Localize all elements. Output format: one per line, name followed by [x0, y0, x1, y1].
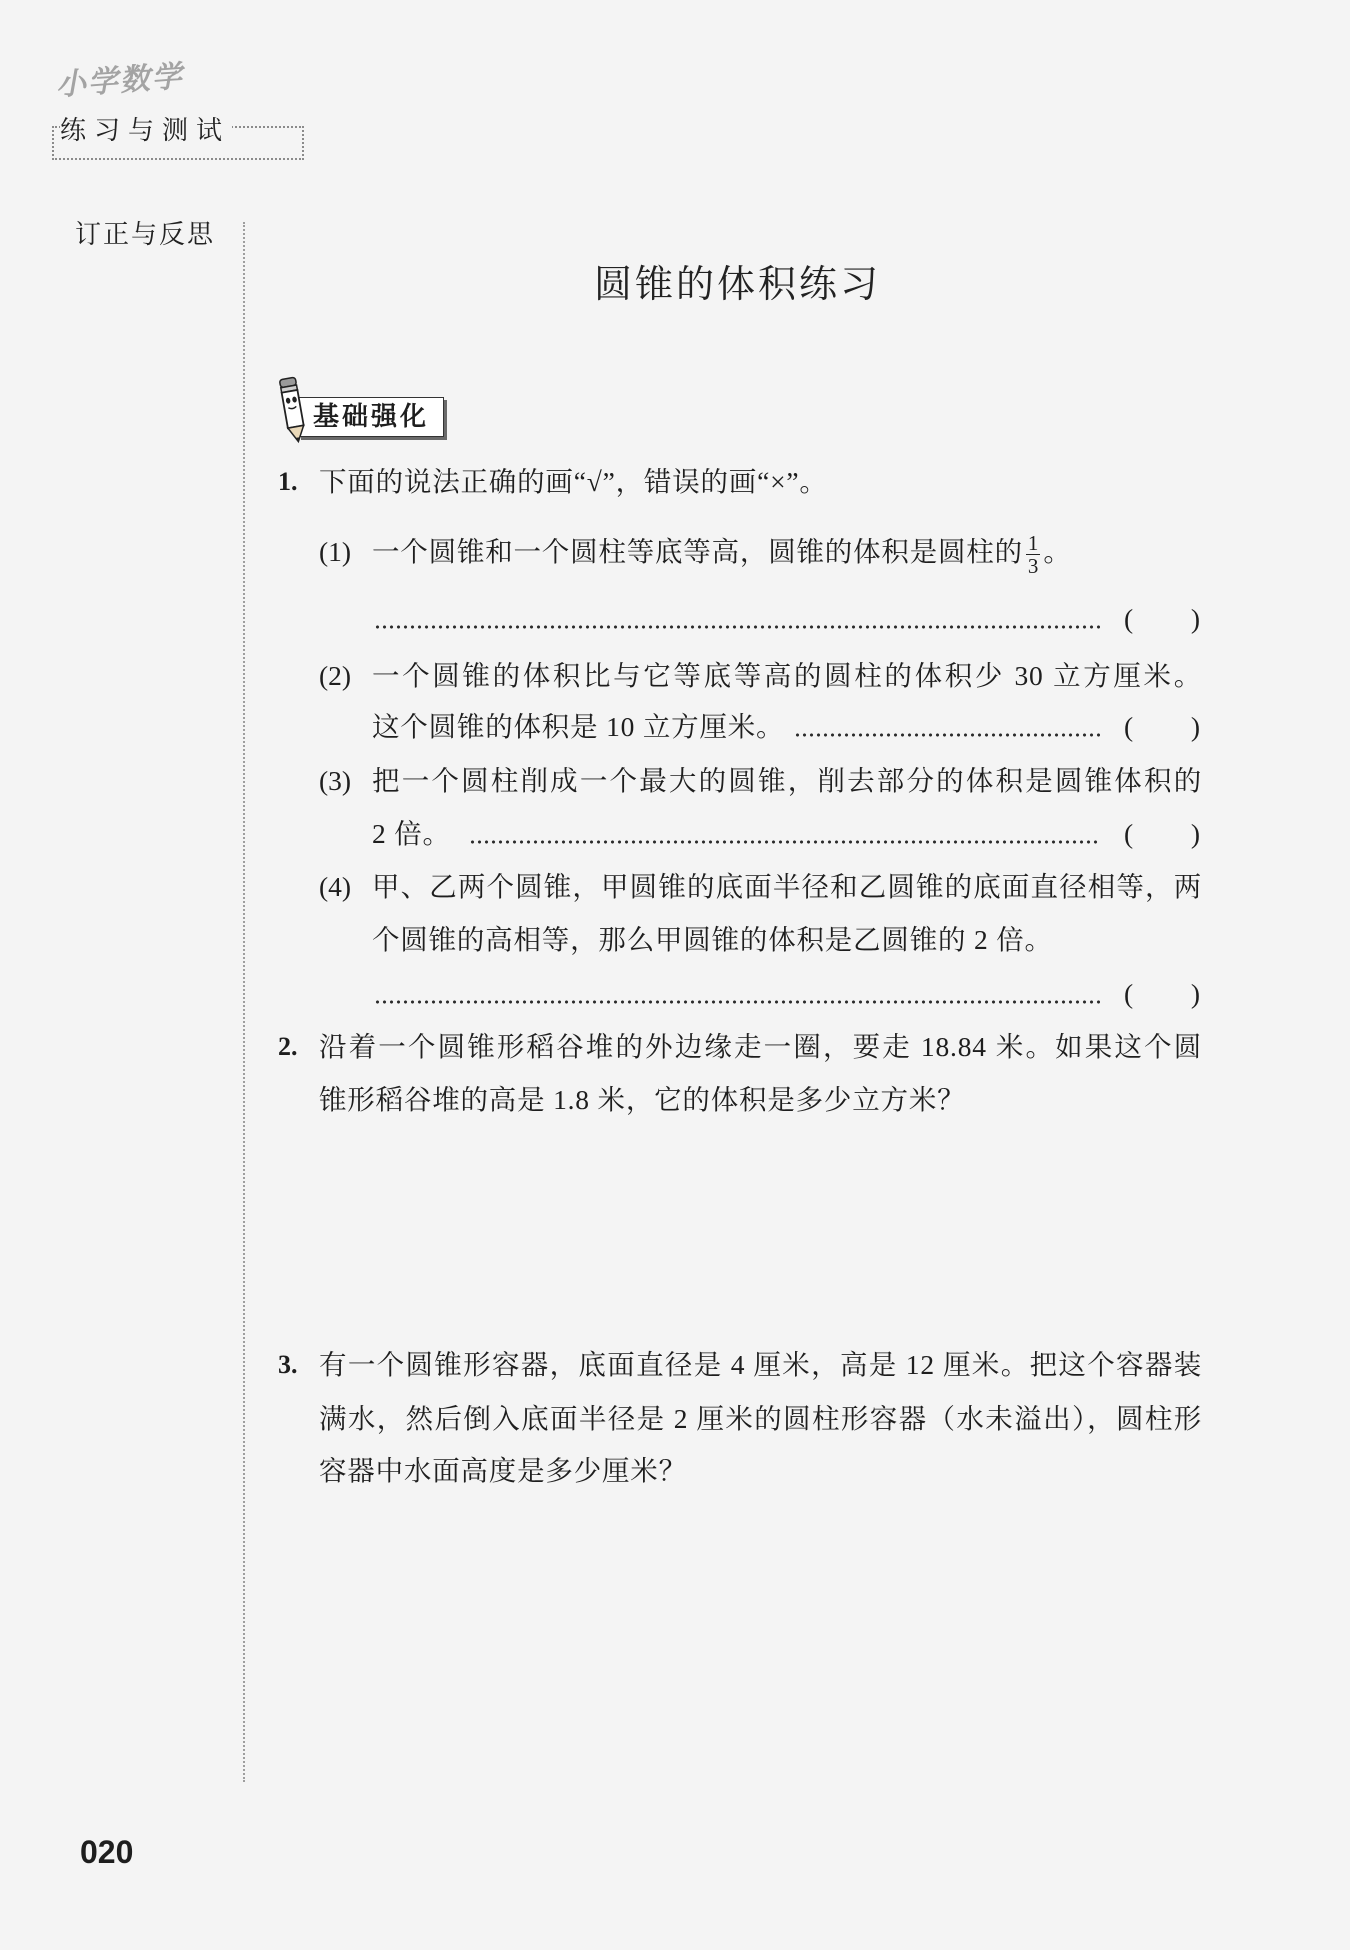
dot-leader	[469, 808, 1100, 860]
item-4-answer-row	[372, 968, 1202, 1020]
item-1-line-1	[372, 526, 1202, 578]
question-3-number: 3.	[278, 1350, 298, 1379]
item-2-text-2: 这个圆锥的体积是 10 立方厘米。	[372, 711, 785, 742]
item-3-label: (3)	[319, 765, 352, 796]
series-title: 小学数学	[54, 60, 185, 102]
blank-open-paren: (	[1124, 603, 1134, 634]
dot-leader	[374, 968, 1100, 1020]
fraction-one-third	[1026, 532, 1041, 577]
blank-close-paren: )	[1190, 978, 1200, 1009]
question-2-number: 2.	[278, 1032, 298, 1061]
section-badge: 基础强化	[298, 397, 444, 437]
dot-leader	[794, 701, 1100, 753]
page-number: 020	[80, 1834, 134, 1870]
item-1-text: 一个圆锥和一个圆柱等底等高，圆锥的体积是圆柱的	[372, 536, 1023, 567]
question-3-line-3: 容器中水面高度是多少厘米？	[319, 1455, 687, 1486]
page-title: 圆锥的体积练习	[594, 264, 882, 306]
fraction-denominator: 3	[1027, 554, 1039, 579]
blank-open-paren: (	[1124, 711, 1134, 742]
item-3-line-2	[372, 808, 1202, 860]
item-3-line-1: 把一个圆柱削成一个最大的圆锥，削去部分的体积是圆锥体积的	[372, 765, 1202, 796]
item-3-text-2: 2 倍。	[372, 818, 451, 849]
item-1-label: (1)	[319, 536, 352, 567]
blank-open-paren: (	[1124, 818, 1134, 849]
pencil-icon	[272, 374, 314, 448]
item-4-line-2: 个圆锥的高相等，那么甲圆锥的体积是乙圆锥的 2 倍。	[372, 924, 1053, 955]
blank-close-paren: )	[1190, 603, 1200, 634]
answer-blank	[1108, 808, 1202, 860]
item-1-period: 。	[1043, 536, 1072, 567]
blank-open-paren: (	[1124, 978, 1134, 1009]
book-title: 练习与测试	[60, 112, 232, 148]
blank-close-paren: )	[1190, 711, 1200, 742]
item-2-line-2	[372, 701, 1202, 753]
question-1-number: 1.	[278, 467, 298, 496]
item-1-answer-row	[372, 593, 1202, 645]
dot-leader	[374, 593, 1100, 645]
question-2-line-2: 锥形稻谷堆的高是 1.8 米，它的体积是多少立方米？	[319, 1084, 966, 1115]
fraction-numerator: 1	[1027, 531, 1039, 556]
item-2-label: (2)	[319, 660, 352, 691]
question-2-line-1: 沿着一个圆锥形稻谷堆的外边缘走一圈，要走 18.84 米。如果这个圆	[319, 1031, 1202, 1062]
blank-close-paren: )	[1190, 818, 1200, 849]
answer-blank	[1108, 701, 1202, 753]
item-4-label: (4)	[319, 871, 352, 902]
question-3-line-2: 满水，然后倒入底面半径是 2 厘米的圆柱形容器（水未溢出），圆柱形	[319, 1403, 1202, 1434]
item-4-line-1: 甲、乙两个圆锥，甲圆锥的底面半径和乙圆锥的底面直径相等，两	[372, 871, 1202, 902]
answer-blank	[1108, 968, 1202, 1020]
sidebar-divider	[243, 222, 245, 1782]
correction-reflection-label: 订正与反思	[75, 219, 216, 249]
question-3-line-1: 有一个圆锥形容器，底面直径是 4 厘米，高是 12 厘米。把这个容器装	[319, 1349, 1202, 1380]
question-1-prompt: 下面的说法正确的画“√”，错误的画“×”。	[319, 466, 828, 497]
item-2-line-1: 一个圆锥的体积比与它等底等高的圆柱的体积少 30 立方厘米。	[372, 660, 1202, 691]
answer-blank	[1108, 593, 1202, 645]
